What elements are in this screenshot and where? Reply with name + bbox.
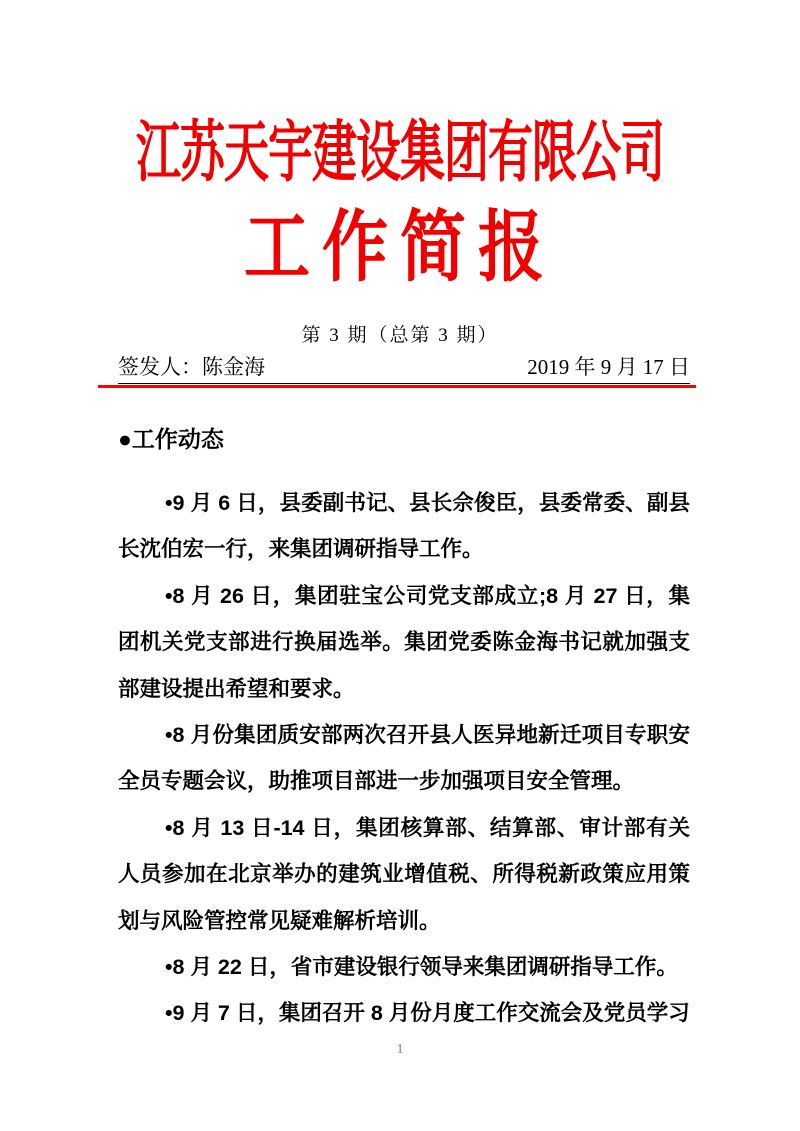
issuer-name: 签发人：陈金海 — [118, 355, 265, 379]
org-title: 江苏天宇建设集团有限公司 — [135, 115, 664, 190]
red-divider-rule — [98, 385, 696, 388]
signer-row — [118, 355, 690, 384]
issue-date: 2019 年 9 月 17 日 — [527, 355, 690, 379]
doc-title: 工作简报 — [244, 205, 556, 291]
news-paragraph: •8 月份集团质安部两次召开县人医异地新迁项目专职安全员专题会议，助推项目部进一步加强项目安全管理。 — [118, 723, 690, 794]
body-text — [118, 480, 690, 1037]
news-paragraph: •8 月 13 日-14 日，集团核算部、结算部、审计部有关人员参加在北京举办的建筑业增值税、所得税新政策应用策划与风险管控常见疑难解析培训。 — [118, 815, 690, 933]
news-paragraph: •9 月 7 日，集团召开 8 月份月度工作交流会及党员学习 — [165, 1001, 690, 1026]
section-heading-work-updates: ●工作动态 — [118, 426, 224, 452]
news-paragraph: •9 月 6 日，县委副书记、县长佘俊臣，县委常委、副县长沈伯宏一行，来集团调研指导工作。 — [118, 491, 690, 562]
issue-number-line: 第 3 期（总第 3 期） — [301, 325, 499, 346]
page-number: 1 — [396, 1042, 404, 1057]
news-paragraph: •8 月 22 日，省市建设银行领导来集团调研指导工作。 — [165, 955, 678, 980]
news-paragraph: •8 月 26 日，集团驻宝公司党支部成立;8 月 27 日，集团机关党支部进行换届选举。集团党委陈金海书记就加强支部建设提出希望和要求。 — [118, 583, 690, 701]
